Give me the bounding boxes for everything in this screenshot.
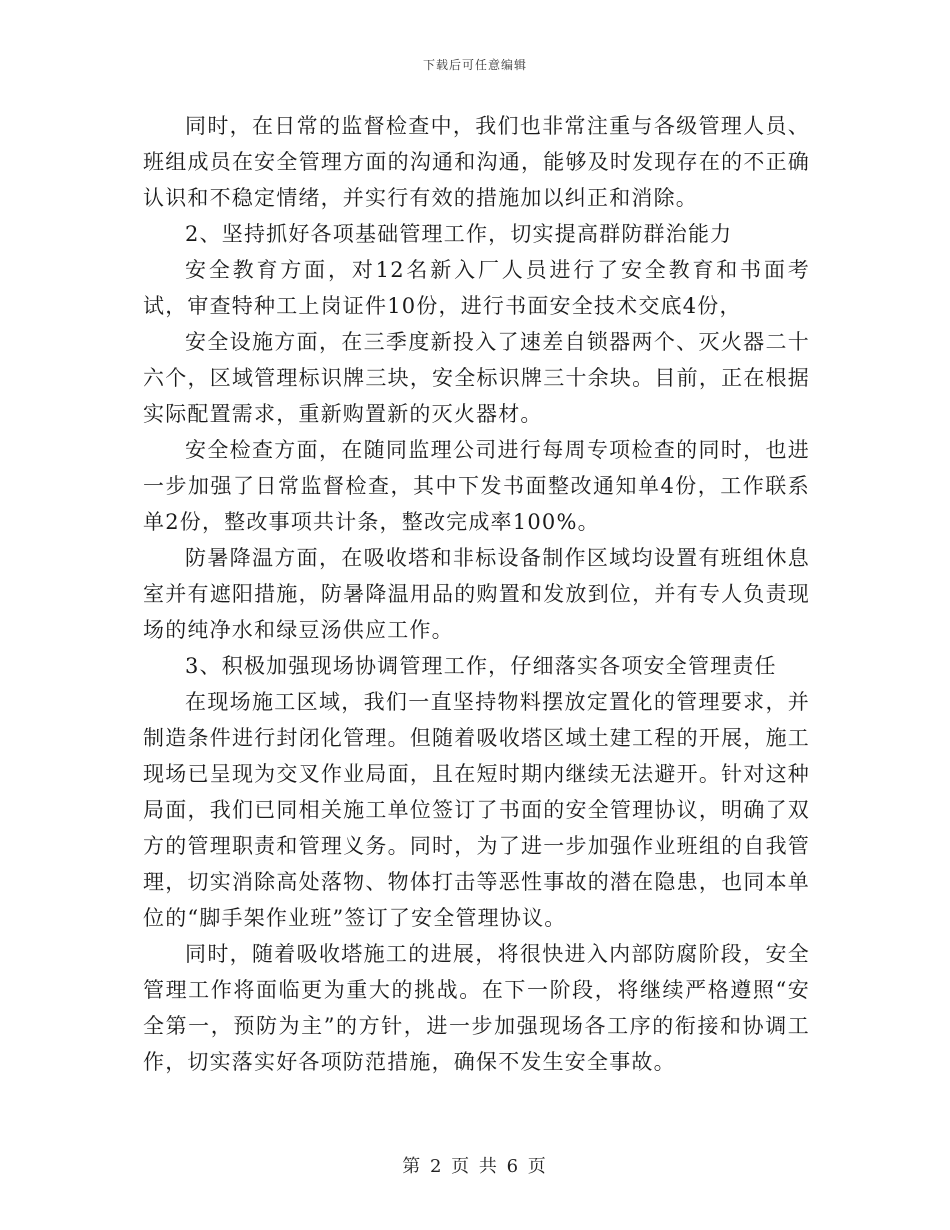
- page-footer: 第 2 页 共 6 页: [402, 1156, 548, 1177]
- paragraph: 安全设施方面，在三季度新投入了速差自锁器两个、灭火器二十六个，区域管理标识牌三块，安全标识牌三十余块。目前，正在根据实际配置需求，重新购置新的灭火器材。: [143, 330, 810, 426]
- paragraph: 在现场施工区域，我们一直坚持物料摆放定置化的管理要求，并制造条件进行封闭化管理。但随着吸收塔区域土建工程的开展，施工现场已呈现为交叉作业局面，且在短时期内继续无法避开。针对这种局面，我们已同相关施工单位签订了书面的安全管理协议，明确了双方的管理职责和管理义务。同时，为了进一步加强作业班组的自我管理，切实消除高处落物、物体打击等恶性事故的潜在隐患，也同本单位的“脚手架作业班”签订了安全管理协议。: [143, 690, 810, 930]
- paragraph: 同时，在日常的监督检查中，我们也非常注重与各级管理人员、班组成员在安全管理方面的沟通和沟通，能够及时发现存在的不正确认识和不稳定情绪，并实行有效的措施加以纠正和消除。: [143, 114, 810, 210]
- paragraph: 同时，随着吸收塔施工的进展，将很快进入内部防腐阶段，安全管理工作将面临更为重大的挑战。在下一阶段，将继续严格遵照“安全第一，预防为主”的方针，进一步加强现场各工序的衔接和协调工作，切实落实好各项防范措施，确保不发生安全事故。: [143, 942, 810, 1074]
- paragraph: 防暑降温方面，在吸收塔和非标设备制作区域均设置有班组休息室并有遮阳措施，防暑降温用品的购置和发放到位，并有专人负责现场的纯净水和绿豆汤供应工作。: [143, 546, 810, 642]
- paragraph: 安全教育方面，对12名新入厂人员进行了安全教育和书面考试，审查特种工上岗证件10份，进行书面安全技术交底4份，: [143, 258, 810, 318]
- page-header: 下载后可任意编辑: [422, 58, 527, 72]
- section-heading: 3、积极加强现场协调管理工作，仔细落实各项安全管理责任: [185, 654, 777, 678]
- paragraph: 安全检查方面，在随同监理公司进行每周专项检查的同时，也进一步加强了日常监督检查，其中下发书面整改通知单4份，工作联系单2份，整改事项共计条，整改完成率100%。: [143, 438, 810, 534]
- document-body: [143, 108, 810, 1080]
- section-heading: 2、坚持抓好各项基础管理工作，切实提高群防群治能力: [185, 222, 733, 246]
